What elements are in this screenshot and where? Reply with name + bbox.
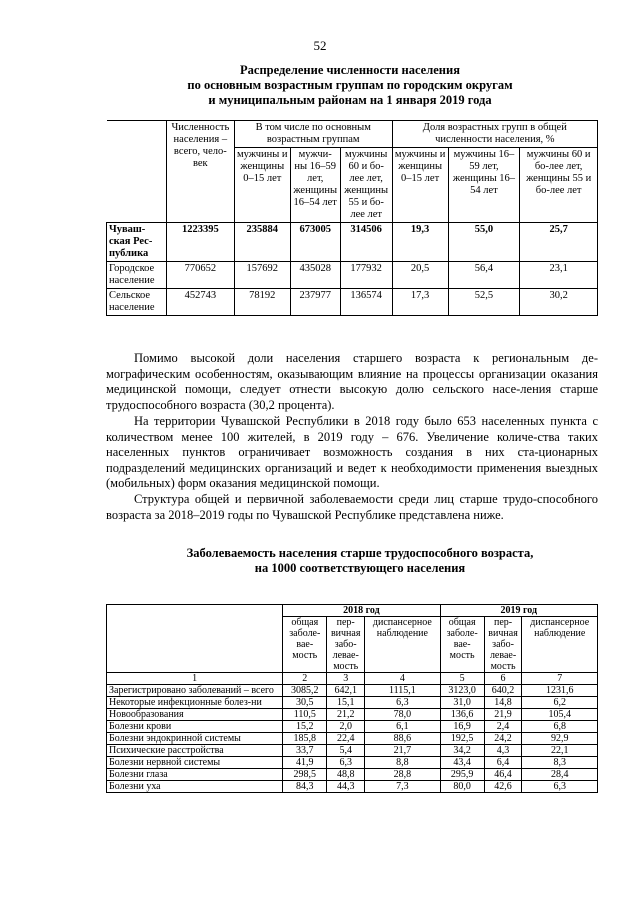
- cell: 25,7: [520, 223, 598, 262]
- cell: 92,9: [522, 733, 598, 745]
- cell: 673005: [290, 223, 340, 262]
- cell: 84,3: [283, 781, 327, 793]
- row-label: Болезни крови: [107, 721, 283, 733]
- cell: 8,8: [365, 757, 441, 769]
- cell: 1231,6: [522, 685, 598, 697]
- table-row: [107, 223, 598, 262]
- header-incl: В том числе по основным возрастным группам: [234, 121, 392, 148]
- cell: 43,4: [440, 757, 484, 769]
- row-label: Чуваш-ская Рес-публика: [107, 223, 167, 262]
- subheader: мужчи-ны 16–59 лет, женщины 16–54 лет: [290, 148, 340, 223]
- cell: 52,5: [448, 289, 520, 316]
- cell: 24,2: [484, 733, 522, 745]
- table2-title-line: на 1000 соответствующего населения: [254, 561, 466, 575]
- cell: 33,7: [283, 745, 327, 757]
- cell: 6,3: [522, 781, 598, 793]
- cell: 21,2: [327, 709, 365, 721]
- cell: 17,3: [392, 289, 448, 316]
- table-row: [107, 781, 598, 793]
- col-num: 1: [107, 673, 283, 685]
- row-label: Зарегистрировано заболеваний – всего: [107, 685, 283, 697]
- cell: 42,6: [484, 781, 522, 793]
- cell: 34,2: [440, 745, 484, 757]
- cell: 4,3: [484, 745, 522, 757]
- cell: 2,0: [327, 721, 365, 733]
- table-row: [107, 721, 598, 733]
- cell: 3123,0: [440, 685, 484, 697]
- row-label: Сельское население: [107, 289, 167, 316]
- cell: 46,4: [484, 769, 522, 781]
- cell: 6,2: [522, 697, 598, 709]
- table-row: [107, 685, 598, 697]
- header-cell-empty: [107, 121, 167, 223]
- cell: 452743: [166, 289, 234, 316]
- cell: 80,0: [440, 781, 484, 793]
- table-row: [107, 709, 598, 721]
- paragraph: На территории Чувашской Республики в 2018 году было 653 населенных пункта с количеством менее 100 жителей, в 2019 году – 676. Увеличение количе-ства таких населенных пунктов ограничивает возможность создания в них ста-ционарных подразделений медицинских организаций и ведет к необходимости применения выездных (мобильных) форм оказания медицинской помощи.: [106, 414, 598, 491]
- table2-title-line: Заболеваемость населения старше трудоспособного возраста,: [186, 546, 534, 560]
- cell: 3085,2: [283, 685, 327, 697]
- subheader: пер-вичная забо-левае-мость: [484, 617, 522, 673]
- subheader: общая заболе-вае-мость: [440, 617, 484, 673]
- cell: 185,8: [283, 733, 327, 745]
- subheader: мужчины 60 и бо-лее лет, женщины 55 и бо-лее лет: [340, 148, 392, 223]
- cell: 192,5: [440, 733, 484, 745]
- cell: 157692: [234, 262, 290, 289]
- row-label: Городское население: [107, 262, 167, 289]
- paragraph: Структура общей и первичной заболеваемости среди лиц старше трудо-способного возраста за 2018–2019 годы по Чувашской Республике представлена ниже.: [106, 492, 598, 522]
- header-total: Численность населения – всего, чело-век: [166, 121, 234, 223]
- cell: 1115,1: [365, 685, 441, 697]
- cell: 20,5: [392, 262, 448, 289]
- cell: 298,5: [283, 769, 327, 781]
- subheader: диспансерное наблюдение: [522, 617, 598, 673]
- cell: 30,5: [283, 697, 327, 709]
- table1-title-line: и муниципальным районам на 1 января 2019 года: [208, 93, 492, 107]
- population-table: [106, 120, 598, 316]
- cell: 6,4: [484, 757, 522, 769]
- cell: 28,8: [365, 769, 441, 781]
- header-share: Доля возрастных групп в общей численности населения, %: [392, 121, 597, 148]
- cell: 177932: [340, 262, 392, 289]
- col-num: 3: [327, 673, 365, 685]
- table-row: [107, 289, 598, 316]
- cell: 14,8: [484, 697, 522, 709]
- cell: 640,2: [484, 685, 522, 697]
- table1-title-line: по основным возрастным группам по городским округам: [187, 78, 513, 92]
- cell: 642,1: [327, 685, 365, 697]
- table2-title: [110, 546, 610, 576]
- cell: 30,2: [520, 289, 598, 316]
- col-num: 6: [484, 673, 522, 685]
- col-num: 5: [440, 673, 484, 685]
- subheader: мужчины 60 и бо-лее лет, женщины 55 и бо-лее лет: [520, 148, 598, 223]
- cell: 237977: [290, 289, 340, 316]
- cell: 770652: [166, 262, 234, 289]
- table-row: [107, 697, 598, 709]
- cell: 6,3: [365, 697, 441, 709]
- cell: 78,0: [365, 709, 441, 721]
- cell: 44,3: [327, 781, 365, 793]
- paragraph: Помимо высокой доли населения старшего возраста к региональным де-мографическим особенностям, оказывающим влияние на процессы организации оказания медицинской помощи, следует отнести высокую долю сельского насе-ления старше трудоспособного возраста (30,2 процента).: [106, 351, 598, 412]
- cell: 5,4: [327, 745, 365, 757]
- col-num: 7: [522, 673, 598, 685]
- row-label: Некоторые инфекционные болез-ни: [107, 697, 283, 709]
- cell: 8,3: [522, 757, 598, 769]
- row-label: Психические расстройства: [107, 745, 283, 757]
- row-label: Болезни нервной системы: [107, 757, 283, 769]
- subheader: пер-вичная забо-левае-мость: [327, 617, 365, 673]
- year-2019-header: 2019 год: [440, 605, 597, 617]
- cell: 21,7: [365, 745, 441, 757]
- subheader: диспансерное наблюдение: [365, 617, 441, 673]
- cell: 314506: [340, 223, 392, 262]
- col-num: 4: [365, 673, 441, 685]
- cell: 7,3: [365, 781, 441, 793]
- table-row: [107, 733, 598, 745]
- cell: 6,1: [365, 721, 441, 733]
- row-label: Болезни глаза: [107, 769, 283, 781]
- morbidity-table: [106, 604, 598, 793]
- cell: 15,1: [327, 697, 365, 709]
- cell: 6,8: [522, 721, 598, 733]
- cell: 31,0: [440, 697, 484, 709]
- cell: 19,3: [392, 223, 448, 262]
- row-label: Болезни эндокринной системы: [107, 733, 283, 745]
- table-row: [107, 745, 598, 757]
- row-label: Новообразования: [107, 709, 283, 721]
- cell: 56,4: [448, 262, 520, 289]
- cell: 6,3: [327, 757, 365, 769]
- cell: 15,2: [283, 721, 327, 733]
- subheader: мужчины и женщины 0–15 лет: [234, 148, 290, 223]
- column-numbers-row: [107, 673, 598, 685]
- cell: 105,4: [522, 709, 598, 721]
- col-num: 2: [283, 673, 327, 685]
- cell: 88,6: [365, 733, 441, 745]
- cell: 41,9: [283, 757, 327, 769]
- table1-title: [100, 63, 600, 108]
- cell: 136574: [340, 289, 392, 316]
- cell: 16,9: [440, 721, 484, 733]
- page-number: 52: [313, 38, 327, 53]
- table-row: [107, 262, 598, 289]
- cell: 28,4: [522, 769, 598, 781]
- table-row: [107, 769, 598, 781]
- cell: 110,5: [283, 709, 327, 721]
- cell: 23,1: [520, 262, 598, 289]
- cell: 21,9: [484, 709, 522, 721]
- cell: 48,8: [327, 769, 365, 781]
- cell: 22,4: [327, 733, 365, 745]
- subheader: общая заболе-вае-мость: [283, 617, 327, 673]
- cell: 136,6: [440, 709, 484, 721]
- cell: 78192: [234, 289, 290, 316]
- cell: 235884: [234, 223, 290, 262]
- subheader: мужчины 16–59 лет, женщины 16–54 лет: [448, 148, 520, 223]
- cell: 435028: [290, 262, 340, 289]
- table1-title-line: Распределение численности населения: [240, 63, 460, 77]
- table-row: [107, 757, 598, 769]
- cell: 2,4: [484, 721, 522, 733]
- subheader: мужчины и женщины 0–15 лет: [392, 148, 448, 223]
- cell: 1223395: [166, 223, 234, 262]
- cell: 295,9: [440, 769, 484, 781]
- cell: 22,1: [522, 745, 598, 757]
- row-label: Болезни уха: [107, 781, 283, 793]
- year-2018-header: 2018 год: [283, 605, 440, 617]
- header-cell-empty: [107, 605, 283, 673]
- cell: 55,0: [448, 223, 520, 262]
